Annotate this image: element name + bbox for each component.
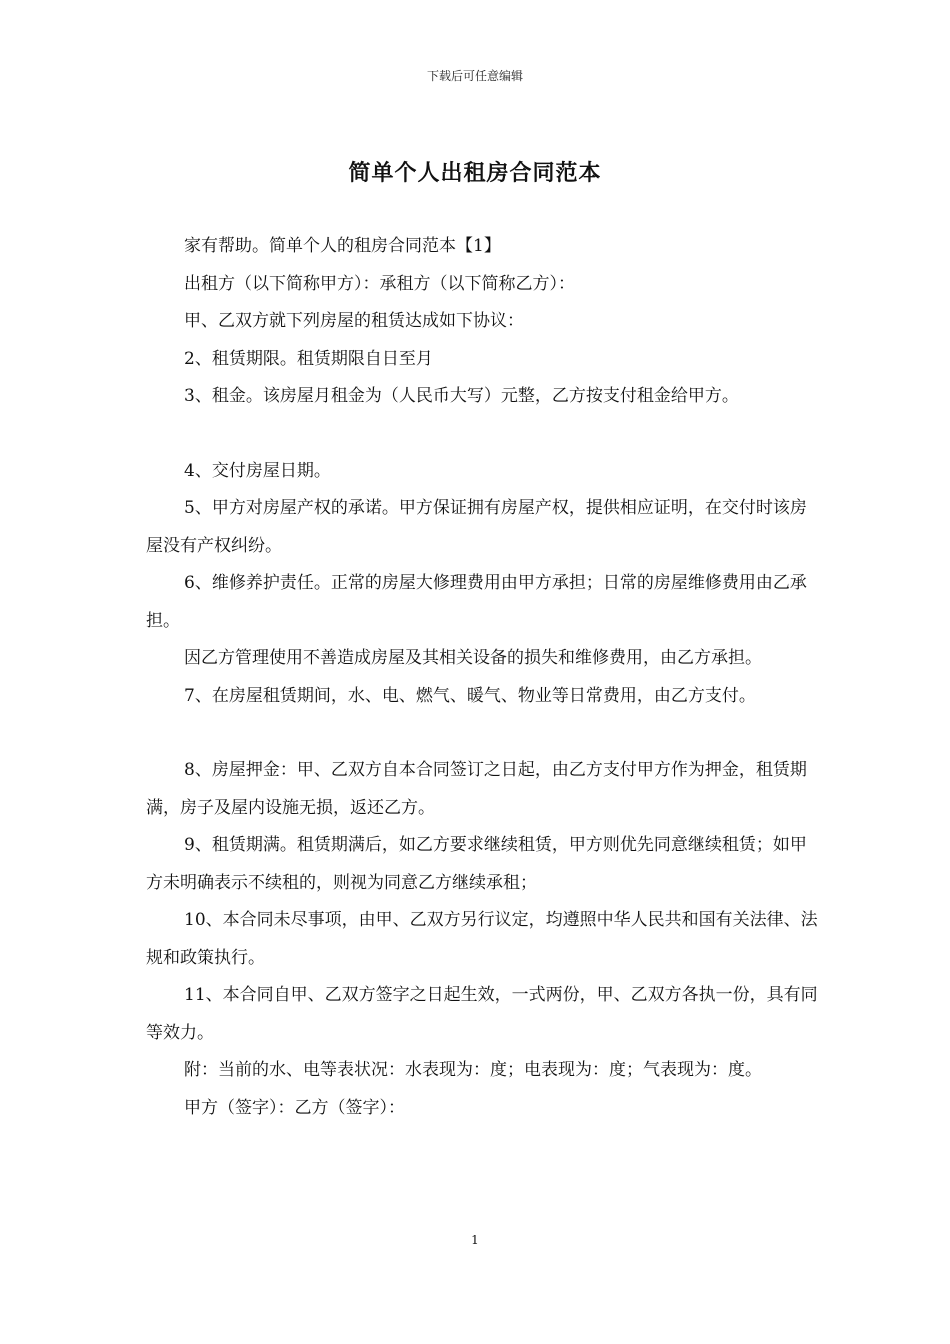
paragraph-clause-6: 6、维修养护责任。正常的房屋大修理费用由甲方承担；日常的房屋维修费用由乙承担。 [146,573,807,631]
paragraph-clause-6-cont: 因乙方管理使用不善造成房屋及其相关设备的损失和维修费用，由乙方承担。 [184,648,762,668]
document-title: 简单个人出租房合同范本 [348,160,602,186]
paragraph-clause-3: 3、租金。该房屋月租金为（人民币大写）元整，乙方按支付租金给甲方。 [184,386,739,406]
paragraph-clause-5: 5、甲方对房屋产权的承诺。甲方保证拥有房屋产权，提供相应证明，在交付时该房屋没有产权纠纷。 [146,498,807,556]
paragraph-clause-10: 10、本合同未尽事项，由甲、乙双方另行议定，均遵照中华人民共和国有关法律、法规和政策执行。 [146,910,818,968]
paragraph-agreement: 甲、乙双方就下列房屋的租赁达成如下协议： [184,311,524,331]
paragraph-parties: 出租方（以下简称甲方）：承租方（以下简称乙方）： [184,273,575,294]
paragraph-meter-readings: 附：当前的水、电等表状况：水表现为：度；电表现为：度；气表现为：度。 [184,1060,762,1080]
page-number: 1 [471,1233,479,1247]
paragraph-clause-7: 7、在房屋租赁期间，水、电、燃气、暖气、物业等日常费用，由乙方支付。 [184,685,756,706]
paragraph-clause-8: 8、房屋押金：甲、乙双方自本合同签订之日起，由乙方支付甲方作为押金，租赁期满，房子及屋内设施无损，返还乙方。 [146,760,807,818]
paragraph-clause-9: 9、租赁期满。租赁期满后，如乙方要求继续租赁，甲方则优先同意继续租赁；如甲方未明确表示不续租的，则视为同意乙方继续承租； [146,835,807,893]
header-note: 下载后可任意编辑 [426,69,523,83]
paragraph-clause-11: 11、本合同自甲、乙双方签字之日起生效，一式两份，甲、乙双方各执一份，具有同等效力。 [146,985,818,1043]
paragraph-clause-2: 2、租赁期限。租赁期限自日至月 [184,348,433,369]
paragraph-signatures: 甲方（签字）：乙方（签字）： [184,1097,405,1118]
document-body [146,228,818,1127]
paragraph-clause-4: 4、交付房屋日期。 [184,460,331,481]
paragraph-intro: 家有帮助。简单个人的租房合同范本【1】 [184,236,501,256]
